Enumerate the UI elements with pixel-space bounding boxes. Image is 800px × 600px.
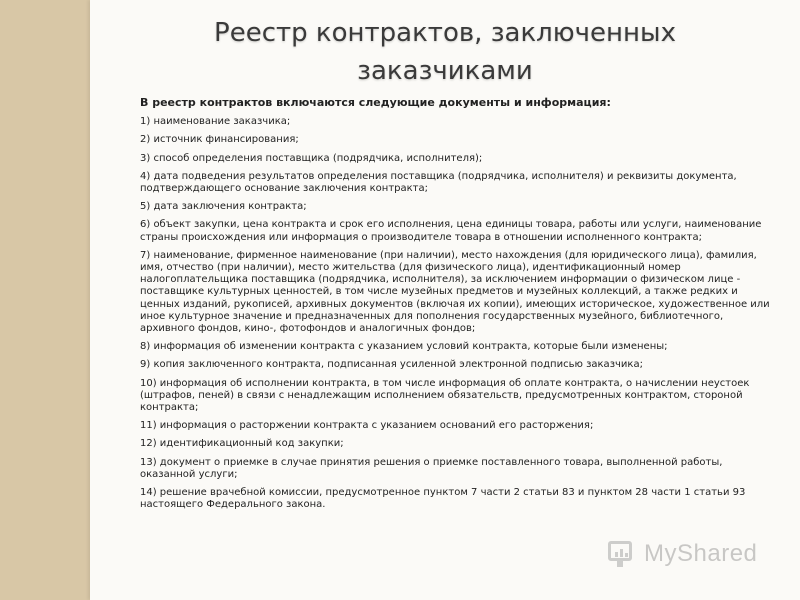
list-item: 4) дата подведения результатов определения поставщика (подрядчика, исполнителя) и реквизиты документа, подтверждающего основание заключения контракта;: [140, 170, 737, 195]
watermark-text: MyShared: [644, 540, 758, 567]
list-item: 14) решение врачебной комиссии, предусмотренное пунктом 7 части 2 статьи 83 и пунктом 28 части 1 статьи 93 настоящего Федерального закона.: [140, 487, 746, 511]
slide-title: [90, 14, 800, 90]
title-line-1: Реестр контрактов, заключенных: [214, 18, 676, 48]
list-item: 11) информация о расторжении контракта с указанием оснований его расторжения;: [140, 420, 594, 432]
list-item: 12) идентификационный код закупки;: [140, 438, 344, 450]
list-item: 6) объект закупки, цена контракта и срок его исполнения, цена единицы товара, работы или услуги, наименование страны происхождения или информация о производителе товара в отношении исполненного контракта;: [140, 219, 762, 243]
presentation-board-icon: [606, 539, 638, 569]
list-item: 3) способ определения поставщика (подрядчика, исполнителя);: [140, 152, 483, 164]
slide-body: [140, 97, 776, 517]
list-item: 8) информация об изменении контракта с указанием условий контракта, которые были изменены;: [140, 341, 668, 353]
intro-text: В реестр контрактов включаются следующие документы и информация:: [140, 96, 611, 109]
list-item: 1) наименование заказчика;: [140, 116, 291, 128]
list-item: 13) документ о приемке в случае принятия решения о приемке поставленного товара, выполненной работы, оказанной услуги;: [140, 456, 723, 480]
list-item: 2) источник финансирования;: [140, 134, 299, 146]
list-item: 7) наименование, фирменное наименование (при наличии), место нахождения (для юридического лица), фамилия, имя, отчество (при наличии), место жительства (для физического лица), идентификационный номер налогоплательщика поставщика (подрядчика, исполнителя), за исключением информации о физическом лице - поставщике культурных ценностей, в том числе музейных предметов и музейных коллекций, а также редких и ценных изданий, рукописей, архивных документов (включая их копии), имеющих историческое, художественное или иное культурное значение и предназначенных для пополнения государственных музейного, библиотечного, архивного фондов, кино-, фотофондов и аналогичных фондов;: [140, 249, 770, 335]
list-item: 10) информация об исполнении контракта, в том числе информация об оплате контракта, о начислении неустоек (штрафов, пеней) в связи с ненадлежащим исполнением обязательств, предусмотренных контрактом, стороной контракта;: [140, 377, 750, 414]
left-decor-band: [0, 0, 90, 600]
watermark: [606, 537, 766, 571]
list-item: 9) копия заключенного контракта, подписанная усиленной электронной подписью заказчика;: [140, 359, 643, 371]
title-line-2: заказчиками: [357, 56, 533, 86]
list-item: 5) дата заключения контракта;: [140, 201, 307, 213]
